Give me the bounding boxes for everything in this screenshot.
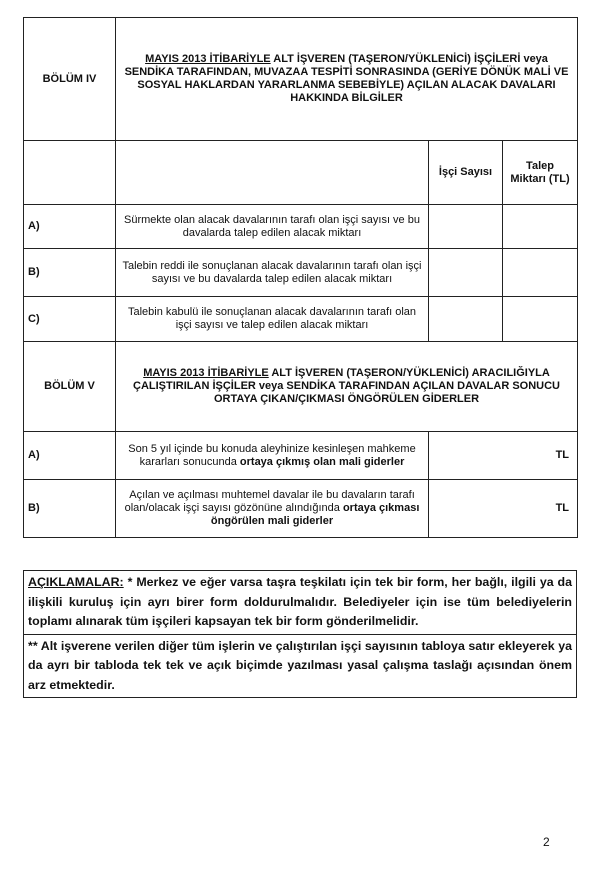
row-letter: A) [24,432,116,480]
empty-cell [24,141,116,205]
section4-label: BÖLÜM IV [24,18,116,141]
row-letter: C) [24,297,116,342]
section5-title [116,342,578,432]
row-description-text: Açılan ve açılması muhtemel davalar ile bu davaların tarafı olan/olacak işçi sayısı gözönüne alındığında [124,489,415,514]
row-description-text: Son 5 yıl içinde bu konuda aleyhinize kesinleşen mahkeme kararları sonucunda [128,442,416,468]
expense-amount-input[interactable] [429,480,578,538]
workers-count-input[interactable] [429,205,503,249]
table-row [24,480,578,538]
section5-title-date: MAYIS 2013 İTİBARİYLE [143,367,269,379]
table-row [24,249,578,297]
currency-unit: TL [555,502,570,514]
empty-cell [116,141,429,205]
table-row [24,432,578,480]
row-letter: B) [24,480,116,538]
row-description-bold: ortaya çıkmış olan mali giderler [239,455,405,468]
row-description [116,432,429,480]
row-letter: A) [24,205,116,249]
explanation-note-1 [24,571,576,634]
explanations-heading: AÇIKLAMALAR: [28,575,124,589]
section5-title-rest: ALT İŞVEREN (TAŞERON/YÜKLENİCİ) ARACILIĞIYLA ÇALIŞTIRILAN İŞÇİLER veya SENDİKA TARAFINDAN AÇILAN DAVALAR SONUCU ORTAYA ÇIKAN/ÇIKMASI ÖNGÖRÜLEN GİDERLER [133,367,560,405]
explanations-box [23,570,577,698]
row-description: Talebin kabulü ile sonuçlanan alacak davalarının tarafı olan işçi sayısı ve talep edilen alacak miktarı [116,297,429,342]
row-description-bold: ortaya çıkması öngörülen mali giderler [210,502,420,527]
row-letter: B) [24,249,116,297]
table-row [24,297,578,342]
section4-title-date: MAYIS 2013 İTİBARİYLE [145,53,271,65]
currency-unit: TL [555,449,570,461]
section4-title-rest: ALT İŞVEREN (TAŞERON/YÜKLENİCİ) İŞÇİLERİ veya SENDİKA TARAFINDAN, MUVAZAA TESPİTİ SONRASINDA (GERİYE DÖNÜK MALİ VE SOSYAL HAKLARDAN YARARLANMA SEBEBİYLE) AÇILAN ALACAK DAVALARI HAKKINDA BİLGİLER [124,53,569,104]
section4-title [116,18,578,141]
workers-count-input[interactable] [429,249,503,297]
claim-amount-input[interactable] [503,205,578,249]
claim-amount-header: Talep Miktarı (TL) [503,141,578,205]
table-row [24,205,578,249]
workers-count-input[interactable] [429,297,503,342]
claim-amount-input[interactable] [503,249,578,297]
section5-label: BÖLÜM V [24,342,116,432]
workers-count-header: İşçi Sayısı [429,141,503,205]
row-description: Talebin reddi ile sonuçlanan alacak davalarının tarafı olan işçi sayısı ve bu davalarda talep edilen alacak miktarı [116,249,429,297]
row-description: Sürmekte olan alacak davalarının tarafı olan işçi sayısı ve bu davalarda talep edilen alacak miktarı [116,205,429,249]
explanation-note-2 [24,634,576,698]
explanation-text-2: ** Alt işverene verilen diğer tüm işlerin ve çalıştırılan işçi sayısının tabloya satır ekleyerek ya da ayrı bir tabloda tek tek ve açık biçimde yazılması yasal çalışma taslağı açısından önem arz etmektedir. [28,638,572,692]
row-description [116,480,429,538]
section4-header-row [24,18,578,141]
section5-header-row [24,342,578,432]
explanation-text-1: * Merkez ve eğer varsa taşra teşkilatı için tek bir form, her bağlı, ilgili ya da ilişkili kuruluş için ayrı birer form doldurulmalıdır. Belediyeler için ise tüm belediyelerin toplamı alınarak tüm işçileri kapsayan tek bir form gönderilmelidir. [28,575,572,628]
claim-amount-input[interactable] [503,297,578,342]
section4-column-header-row [24,141,578,205]
expense-amount-input[interactable] [429,432,578,480]
form-table [23,17,578,538]
page-number: 2 [543,835,550,849]
